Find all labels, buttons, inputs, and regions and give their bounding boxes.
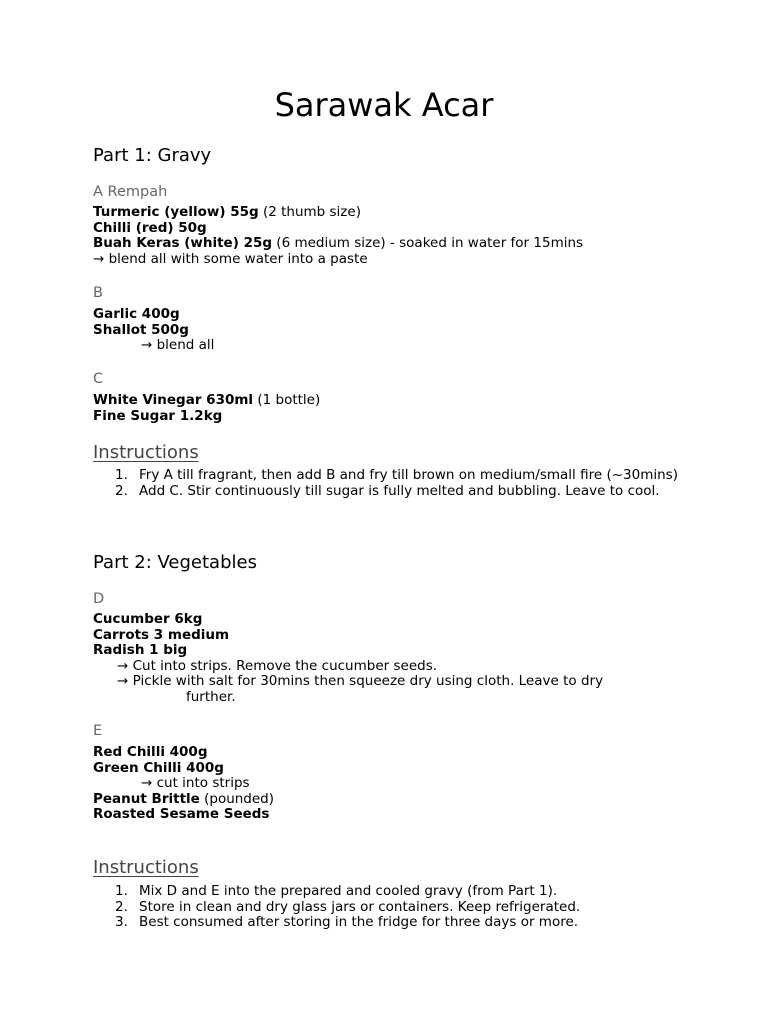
ingredient-line — [93, 745, 693, 761]
ingredient-name: Chilli (red) 50g — [93, 219, 207, 236]
section-c-label: C — [93, 371, 104, 387]
part1-instructions-heading: Instructions — [93, 442, 199, 463]
part1-instructions-list — [93, 468, 693, 499]
ingredient-line — [93, 236, 693, 252]
section-c-ingredients — [93, 393, 693, 424]
prep-note: → Cut into strips. Remove the cucumber seeds. — [117, 657, 438, 674]
step-number: 1. — [115, 883, 128, 899]
ingredient-line — [93, 393, 693, 409]
ingredient-line — [93, 761, 693, 777]
step-number: 2. — [115, 898, 128, 915]
ingredient-name: Red Chilli 400g — [93, 744, 208, 760]
section-b-ingredients — [93, 307, 693, 354]
section-a-label: A Rempah — [93, 184, 168, 200]
step-number: 2. — [115, 482, 128, 499]
step-text: Best consumed after storing in the fridge for three days or more. — [139, 914, 579, 931]
ingredient-line — [93, 205, 693, 221]
part1-heading: Part 1: Gravy — [93, 145, 212, 166]
section-d-ingredients — [93, 612, 693, 706]
ingredient-name: Carrots 3 medium — [93, 626, 230, 643]
instruction-step — [93, 884, 693, 900]
page-title: Sarawak Acar — [274, 86, 494, 124]
ingredient-note: (1 bottle) — [253, 392, 321, 408]
ingredient-name: Garlic 400g — [93, 306, 180, 322]
ingredient-note: (6 medium size) - soaked in water for 15mins — [272, 235, 584, 252]
prep-note: → cut into strips — [141, 775, 250, 792]
ingredient-name: Buah Keras (white) 25g — [93, 235, 273, 252]
part2-instructions-heading: Instructions — [93, 857, 199, 878]
prep-note: → Pickle with salt for 30mins then squeeze dry using cloth. Leave to dry — [117, 673, 604, 690]
step-text: Store in clean and dry glass jars or containers. Keep refrigerated. — [139, 898, 581, 915]
prep-note: → blend all — [141, 337, 215, 354]
step-number: 1. — [115, 467, 128, 483]
ingredient-line — [93, 612, 693, 628]
prep-note: → blend all with some water into a paste — [93, 250, 368, 267]
ingredient-line — [93, 307, 693, 323]
section-d-label: D — [93, 591, 105, 607]
ingredient-name: Peanut Brittle — [93, 790, 200, 807]
ingredient-line — [93, 409, 693, 425]
instruction-step — [93, 900, 693, 916]
ingredient-line — [93, 628, 693, 644]
ingredient-line — [93, 807, 693, 823]
instruction-step — [93, 915, 693, 931]
ingredient-note: (pounded) — [199, 790, 275, 807]
ingredient-note: (2 thumb size) — [258, 204, 361, 220]
ingredient-name: Fine Sugar 1.2kg — [93, 407, 223, 424]
step-text: Mix D and E into the prepared and cooled gravy (from Part 1). — [139, 883, 558, 899]
instruction-step — [93, 468, 693, 484]
section-e-label: E — [93, 723, 103, 739]
ingredient-line — [93, 643, 693, 659]
ingredient-name: Roasted Sesame Seeds — [93, 806, 270, 823]
ingredient-name: White Vinegar 630ml — [93, 392, 254, 408]
part2-heading: Part 2: Vegetables — [93, 552, 257, 573]
ingredient-name: Shallot 500g — [93, 321, 189, 338]
ingredient-name: Radish 1 big — [93, 642, 188, 659]
part2-instructions-list — [93, 884, 693, 931]
section-a-ingredients — [93, 205, 693, 267]
instruction-step — [93, 484, 693, 500]
ingredient-name: Green Chilli 400g — [93, 759, 224, 776]
step-text: Add C. Stir continuously till sugar is fully melted and bubbling. Leave to cool. — [139, 482, 660, 499]
ingredient-name: Turmeric (yellow) 55g — [93, 204, 259, 220]
ingredient-line — [93, 221, 693, 237]
section-b-label: B — [93, 285, 103, 301]
section-e-ingredients — [93, 745, 693, 823]
ingredient-line — [93, 792, 693, 808]
ingredient-name: Cucumber 6kg — [93, 611, 203, 627]
step-number: 3. — [115, 914, 128, 931]
step-text: Fry A till fragrant, then add B and fry till brown on medium/small fire (~30mins) — [139, 467, 678, 483]
prep-note-continued: further. — [186, 688, 236, 705]
ingredient-line — [93, 323, 693, 339]
